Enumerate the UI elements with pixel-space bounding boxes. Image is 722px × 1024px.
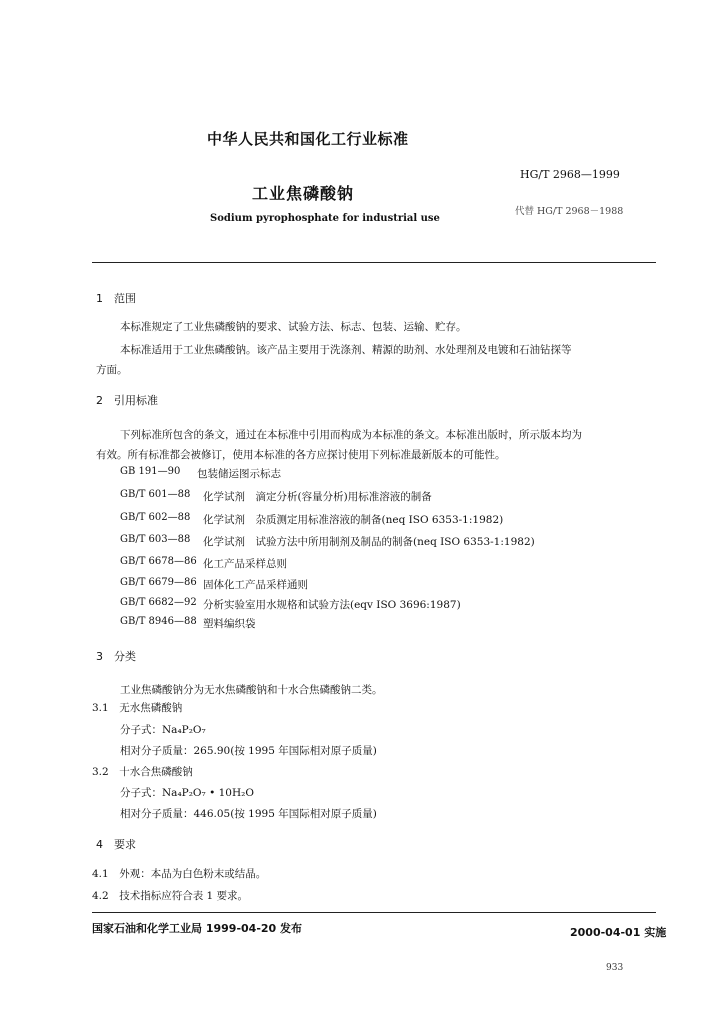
ref-name: 固体化工产品采样通则 (203, 579, 308, 591)
page-number: 933 (606, 963, 624, 973)
section-2-paragraph-1-cont: 有效。所有标准都会被修订，使用本标准的各方应探讨使用下列标准最新版本的可能性。 (96, 449, 506, 461)
ref-code: GB/T 8946—88 (120, 616, 197, 627)
section-4-2: 4.2 技术指标应符合表 1 要求。 (92, 890, 249, 902)
section-3-2-molecular-mass: 相对分子质量：446.05(按 1995 年国际相对原子质量) (120, 808, 377, 820)
ref-name: 化学试剂 滴定分析(容量分析)用标准溶液的制备 (203, 491, 432, 503)
standard-code: HG/T 2968—1999 (520, 168, 620, 181)
ref-name: 化学试剂 杂质测定用标准溶液的制备(neq ISO 6353-1:1982) (203, 514, 504, 526)
ref-code: GB/T 6678—86 (120, 556, 197, 567)
ref-code: GB/T 602—88 (120, 512, 191, 523)
ref-code: GB/T 6682—92 (120, 597, 197, 608)
ref-name: 塑料编织袋 (203, 618, 256, 630)
issue-date: 国家石油和化学工业局 1999-04-20 发布 (92, 922, 303, 935)
effective-date: 2000-04-01 实施 (570, 926, 667, 939)
section-3-heading: 3 分类 (96, 650, 136, 663)
ref-code: GB 191—90 (120, 466, 181, 477)
ref-name: 化学试剂 试验方法中所用制剂及制品的制备(neq ISO 6353-1:1982) (203, 536, 535, 548)
header-divider (92, 262, 656, 263)
section-1-paragraph-2-cont: 方面。 (96, 364, 128, 376)
ref-code: GB/T 603—88 (120, 534, 191, 545)
section-3-1-formula: 分子式：Na₄P₂O₇ (120, 724, 206, 736)
ref-name: 包装储运图示标志 (197, 468, 281, 480)
section-1-paragraph-1: 本标准规定了工业焦磷酸钠的要求、试验方法、标志、包装、运输、贮存。 (120, 321, 467, 333)
section-2-paragraph-1: 下列标准所包含的条文，通过在本标准中引用而构成为本标准的条文。本标准出版时，所示版本均为 (120, 429, 582, 441)
ref-name: 化工产品采样总则 (203, 558, 287, 570)
footer-divider (92, 912, 656, 913)
ref-code: GB/T 6679—86 (120, 577, 197, 588)
section-4-heading: 4 要求 (96, 838, 136, 851)
replaces-standard: 代替 HG/T 2968－1988 (515, 206, 624, 217)
issuing-organization: 中华人民共和国化工行业标准 (207, 130, 409, 148)
document-title-cn: 工业焦磷酸钠 (252, 184, 355, 203)
document-title-en: Sodium pyrophosphate for industrial use (210, 213, 440, 224)
section-4-1: 4.1 外观：本品为白色粉末或结晶。 (92, 868, 267, 880)
section-1-heading: 1 范围 (96, 292, 136, 305)
section-3-1-heading: 3.1 无水焦磷酸钠 (92, 702, 183, 714)
section-1-paragraph-2: 本标准适用于工业焦磷酸钠。该产品主要用于洗涤剂、精源的助剂、水处理剂及电镀和石油钻探等 (120, 344, 572, 356)
section-3-1-molecular-mass: 相对分子质量：265.90(按 1995 年国际相对原子质量) (120, 745, 377, 757)
ref-code: GB/T 601—88 (120, 489, 191, 500)
section-3-paragraph-1: 工业焦磷酸钠分为无水焦磷酸钠和十水合焦磷酸钠二类。 (120, 684, 383, 696)
section-3-2-heading: 3.2 十水合焦磷酸钠 (92, 766, 193, 778)
ref-name: 分析实验室用水规格和试验方法(eqv ISO 3696:1987) (203, 599, 461, 611)
section-3-2-formula: 分子式：Na₄P₂O₇ • 10H₂O (120, 787, 254, 799)
section-2-heading: 2 引用标准 (96, 394, 158, 407)
